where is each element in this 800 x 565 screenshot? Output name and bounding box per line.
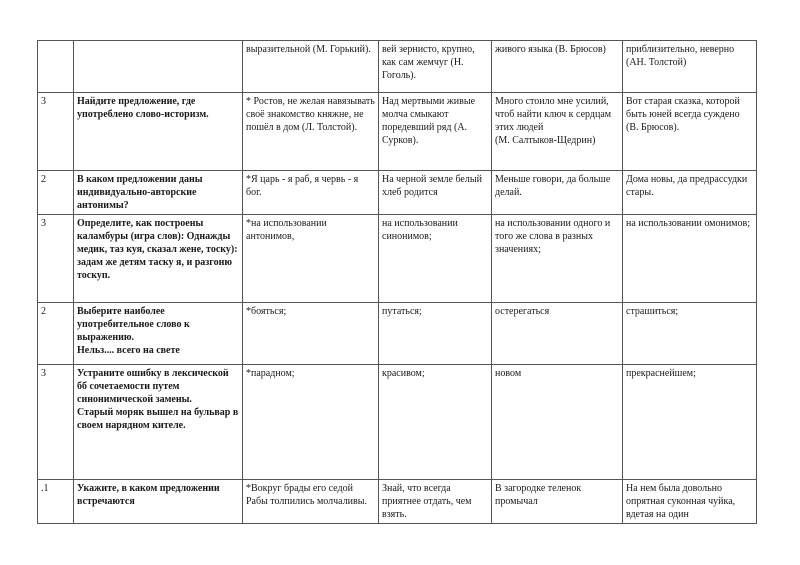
- answer-option-2: Над мертвыми живые молча смыкают поредевший ряд (А. Сурков).: [379, 93, 492, 171]
- answer-option-4: Вот старая сказка, которой быть юней всегда суждено (В. Брюсов).: [623, 93, 757, 171]
- question-line: Найдите предложение, где употреблено слово-историзм.: [77, 96, 209, 120]
- question-text: [74, 215, 243, 303]
- answer-option-3: Меньше говори, да больше делай.: [492, 171, 623, 215]
- question-line: Определите, как построены каламбуры (игра слов): Однажды медик, таз куя, сказал жене, тоску): задам же детям таску я, и разгоню тоскуп.: [77, 218, 238, 281]
- answer-option-2: вей зернисто, крупно, как сам жемчуг (Н. Гоголь).: [379, 41, 492, 93]
- answer-option-1: * Ростов, не желая навязывать своё знакомство княжне, не пошёл в дом (Л. Толстой).: [243, 93, 379, 171]
- question-text: [74, 480, 243, 524]
- question-number: .1: [38, 480, 74, 524]
- answer-option-2: путаться;: [379, 303, 492, 365]
- answer-option-1: выразительной (М. Горький).: [243, 41, 379, 93]
- answer-option-1: *на использовании антонимов,: [243, 215, 379, 303]
- question-row: [38, 365, 757, 480]
- answer-option-3: новом: [492, 365, 623, 480]
- question-line: Устраните ошибку в лексической бб сочетаемости путем синонимической замены.: [77, 368, 229, 405]
- question-row: [38, 41, 757, 93]
- question-number: 3: [38, 365, 74, 480]
- answer-option-1: *Вокруг брады его седой Рабы толпились молчаливы.: [243, 480, 379, 524]
- answer-option-3: остерегаться: [492, 303, 623, 365]
- answer-option-4: На нем была довольно опрятная суконная чуйка, вдетая на один: [623, 480, 757, 524]
- answer-option-1: *Я царь - я раб, я червь - я бог.: [243, 171, 379, 215]
- answer-option-4: на использовании омонимов;: [623, 215, 757, 303]
- question-line: Нельз.... всего на свете: [77, 345, 180, 356]
- question-line: В каком предложении даны индивидуально-авторские антонимы?: [77, 174, 203, 211]
- answer-option-1: *бояться;: [243, 303, 379, 365]
- question-text: [74, 41, 243, 93]
- question-number: 2: [38, 303, 74, 365]
- answer-option-4: страшиться;: [623, 303, 757, 365]
- question-number: 3: [38, 215, 74, 303]
- answer-option-3: на использовании одного и того же слова в разных значениях;: [492, 215, 623, 303]
- question-row: [38, 171, 757, 215]
- question-line: Старый моряк вышел на бульвар в своем нарядном кителе.: [77, 407, 239, 431]
- answer-option-2: На черной земле белый хлеб родится: [379, 171, 492, 215]
- answer-option-2: Знай, что всегда приятнее отдать, чем взять.: [379, 480, 492, 524]
- answer-option-3: В загородке теленок промычал: [492, 480, 623, 524]
- question-line: Выберите наиболее употребительное слово к выражению.: [77, 306, 190, 343]
- question-row: [38, 93, 757, 171]
- answer-option-4: приблизительно, неверно (АН. Толстой): [623, 41, 757, 93]
- question-number: 3: [38, 93, 74, 171]
- answer-option-4: прекраснейшем;: [623, 365, 757, 480]
- quiz-table: [37, 40, 757, 524]
- answer-option-2: красивом;: [379, 365, 492, 480]
- question-row: [38, 215, 757, 303]
- question-text: [74, 171, 243, 215]
- question-row: [38, 303, 757, 365]
- answer-option-2: на использовании синонимов;: [379, 215, 492, 303]
- question-number: 2: [38, 171, 74, 215]
- question-number: [38, 41, 74, 93]
- answer-option-4: Дома новы, да предрассудки стары.: [623, 171, 757, 215]
- answer-option-1: *парадном;: [243, 365, 379, 480]
- question-text: [74, 303, 243, 365]
- quiz-table-body: [38, 41, 757, 524]
- question-line: Укажите, в каком предложении встречаются: [77, 483, 220, 507]
- question-row: [38, 480, 757, 524]
- answer-option-3: живого языка (В. Брюсов): [492, 41, 623, 93]
- question-text: [74, 93, 243, 171]
- answer-option-3: Много стоило мне усилий, чтоб найти ключ к сердцам этих людей (М. Салтыков-Щедрин): [492, 93, 623, 171]
- question-text: [74, 365, 243, 480]
